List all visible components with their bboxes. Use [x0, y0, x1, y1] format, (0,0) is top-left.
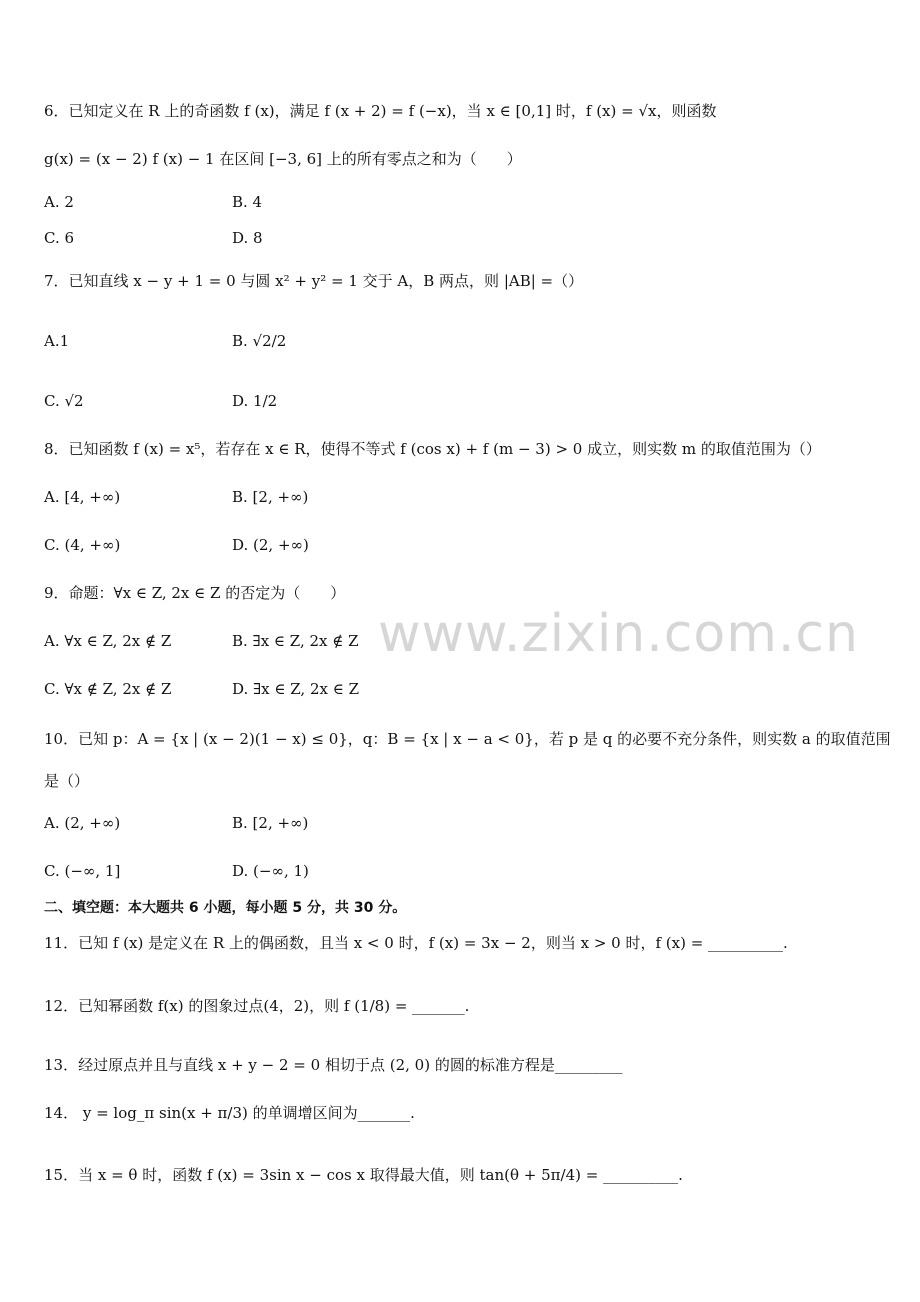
question-7-option-c: C. √2	[44, 392, 84, 410]
question-6-option-b: B. 4	[232, 193, 263, 211]
question-9-option-b: B. ∃x ∈ Z, 2x ∉ Z	[232, 632, 359, 650]
question-7-option-d: D. 1/2	[232, 392, 278, 410]
question-9-line-1: 9．命题：∀x ∈ Z, 2x ∈ Z 的否定为（ ）	[44, 584, 346, 602]
question-6-line-1: 6．已知定义在 R 上的奇函数 f (x)，满足 f (x + 2) = f (−x)，当 x ∈ [0,1] 时，f (x) = √x，则函数	[44, 102, 717, 120]
question-8-line-1: 8．已知函数 f (x) = x⁵，若存在 x ∈ R，使得不等式 f (cos x) + f (m − 3) > 0 成立，则实数 m 的取值范围为（）	[44, 440, 821, 458]
question-10-option-a: A. (2, +∞)	[44, 814, 121, 832]
question-7-option-b: B. √2/2	[232, 332, 287, 350]
question-14: 14． y = log_π sin(x + π/3) 的单调增区间为_______.	[44, 1104, 415, 1122]
question-8-option-b: B. [2, +∞)	[232, 488, 309, 506]
watermark-text: www.zixin.com.cn	[378, 604, 859, 664]
question-9-option-a: A. ∀x ∈ Z, 2x ∉ Z	[44, 632, 172, 650]
question-7-line-1: 7．已知直线 x − y + 1 = 0 与圆 x² + y² = 1 交于 A，B 两点，则 |AB| =（）	[44, 272, 584, 290]
question-11: 11．已知 f (x) 是定义在 R 上的偶函数，且当 x < 0 时，f (x) = 3x − 2，则当 x > 0 时，f (x) = __________.	[44, 934, 788, 952]
question-8-option-a: A. [4, +∞)	[44, 488, 121, 506]
question-6-option-c: C. 6	[44, 229, 75, 247]
question-8-option-c: C. (4, +∞)	[44, 536, 121, 554]
question-12: 12．已知幂函数 f(x) 的图象过点(4，2)，则 f (1/8) = _______.	[44, 997, 470, 1015]
question-8-option-d: D. (2, +∞)	[232, 536, 309, 554]
section-heading-fill-in: 二、填空题：本大题共 6 小题，每小题 5 分，共 30 分。	[44, 900, 407, 916]
question-6-option-d: D. 8	[232, 229, 263, 247]
question-10-line-2: 是（）	[44, 772, 90, 790]
question-10-option-c: C. (−∞, 1]	[44, 862, 121, 880]
question-15: 15．当 x = θ 时，函数 f (x) = 3sin x − cos x 取得最大值，则 tan(θ + 5π/4) = __________.	[44, 1166, 683, 1184]
question-6-option-a: A. 2	[44, 193, 74, 211]
question-7-option-a: A.1	[44, 332, 70, 350]
question-13: 13．经过原点并且与直线 x + y − 2 = 0 相切于点 (2, 0) 的圆的标准方程是_________	[44, 1056, 623, 1074]
question-10-option-b: B. [2, +∞)	[232, 814, 309, 832]
question-10-line-1: 10．已知 p：A = {x | (x − 2)(1 − x) ≤ 0}，q：B = {x | x − a < 0}，若 p 是 q 的必要不充分条件，则实数 a 的取值范围	[44, 730, 891, 748]
question-6-line-2: g(x) = (x − 2) f (x) − 1 在区间 [−3, 6] 上的所有零点之和为（ ）	[44, 150, 522, 168]
question-9-option-c: C. ∀x ∉ Z, 2x ∉ Z	[44, 680, 172, 698]
question-10-option-d: D. (−∞, 1)	[232, 862, 309, 880]
question-9-option-d: D. ∃x ∈ Z, 2x ∈ Z	[232, 680, 360, 698]
